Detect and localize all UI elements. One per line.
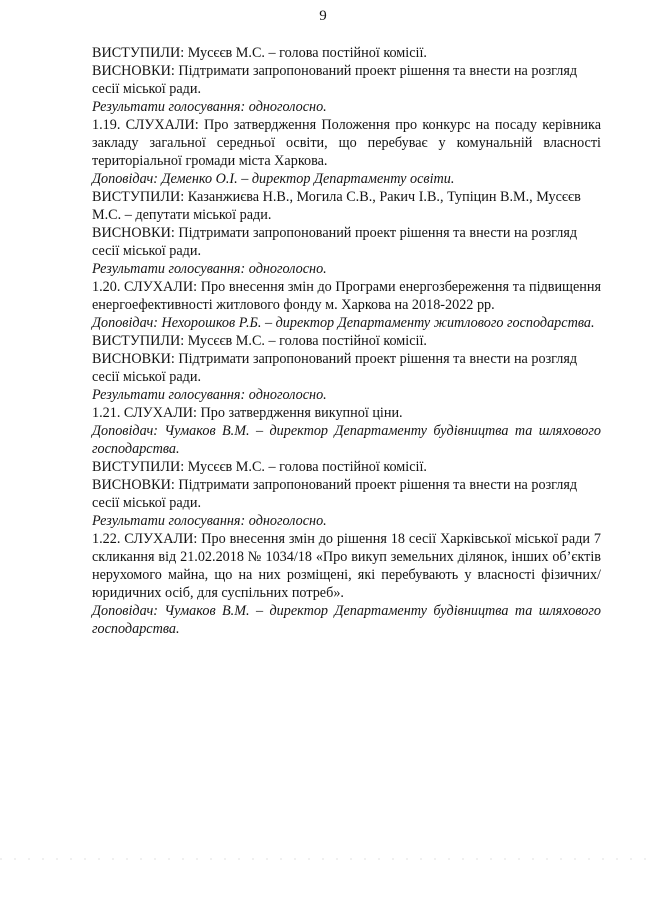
speakers-paragraph: ВИСТУПИЛИ: Мусєєв М.С. – голова постійної комісії. <box>92 45 427 61</box>
speakers-paragraph: ВИСТУПИЛИ: Мусєєв М.С. – голова постійної комісії. <box>92 333 427 349</box>
conclusions-paragraph: ВИСНОВКИ: Підтримати запропонований проект рішення та внести на розгляд сесії міської ради. <box>92 63 578 97</box>
vote-result-label: Результати голосування: <box>92 513 246 529</box>
reporter-line: Доповідач: Чумаков В.М. – директор Департаменту будівництва та шляхового господарства. <box>92 603 601 637</box>
vote-result-value: одноголосно. <box>248 99 327 115</box>
scan-noise <box>0 858 646 860</box>
reporter-line: Доповідач: Чумаков В.М. – директор Департаменту будівництва та шляхового господарства. <box>92 423 601 457</box>
vote-result-label: Результати голосування: <box>92 261 246 277</box>
agenda-item: 1.22. СЛУХАЛИ: Про внесення змін до рішення 18 сесії Харківської міської ради 7 скликання від 21.02.2018 № 1034/18 «Про викуп земельних ділянок, інших об’єктів нерухомого майна, що на них розміщені, які перебувають у власності фізичних/юридичних осіб, для суспільних потреб». <box>92 531 601 601</box>
speakers-paragraph: ВИСТУПИЛИ: Мусєєв М.С. – голова постійної комісії. <box>92 459 427 475</box>
vote-result-value: одноголосно. <box>248 261 327 277</box>
conclusions-paragraph: ВИСНОВКИ: Підтримати запропонований проект рішення та внести на розгляд сесії міської ради. <box>92 225 578 259</box>
vote-result-label: Результати голосування: <box>92 99 246 115</box>
minutes-body <box>92 44 601 638</box>
agenda-item: 1.19. СЛУХАЛИ: Про затвердження Положення про конкурс на посаду керівника закладу загальної середньої освіти, що перебуває у комунальній власності територіальної громади міста Харкова. <box>92 117 601 169</box>
agenda-item: 1.20. СЛУХАЛИ: Про внесення змін до Програми енергозбереження та підвищення енергоефективності житлового фонду м. Харкова на 2018-2022 рр. <box>92 279 601 313</box>
reporter-line: Доповідач: Деменко О.І. – директор Департаменту освіти. <box>92 171 455 187</box>
page-number: 9 <box>319 8 327 24</box>
vote-result <box>92 98 601 116</box>
vote-result-label: Результати голосування: <box>92 387 246 403</box>
conclusions-paragraph: ВИСНОВКИ: Підтримати запропонований проект рішення та внести на розгляд сесії міської ради. <box>92 477 578 511</box>
agenda-item: 1.21. СЛУХАЛИ: Про затвердження викупної ціни. <box>92 405 403 421</box>
vote-result-value: одноголосно. <box>248 513 327 529</box>
vote-result-value: одноголосно. <box>248 387 327 403</box>
vote-result <box>92 386 601 404</box>
vote-result <box>92 260 601 278</box>
conclusions-paragraph: ВИСНОВКИ: Підтримати запропонований проект рішення та внести на розгляд сесії міської ради. <box>92 351 578 385</box>
vote-result <box>92 512 601 530</box>
speakers-paragraph: ВИСТУПИЛИ: Казанжиєва Н.В., Могила С.В., Ракич І.В., Тупіцин В.М., Мусєєв М.С. – депутати міської ради. <box>92 189 581 223</box>
reporter-line: Доповідач: Нехорошков Р.Б. – директор Департаменту житлового господарства. <box>92 315 595 331</box>
